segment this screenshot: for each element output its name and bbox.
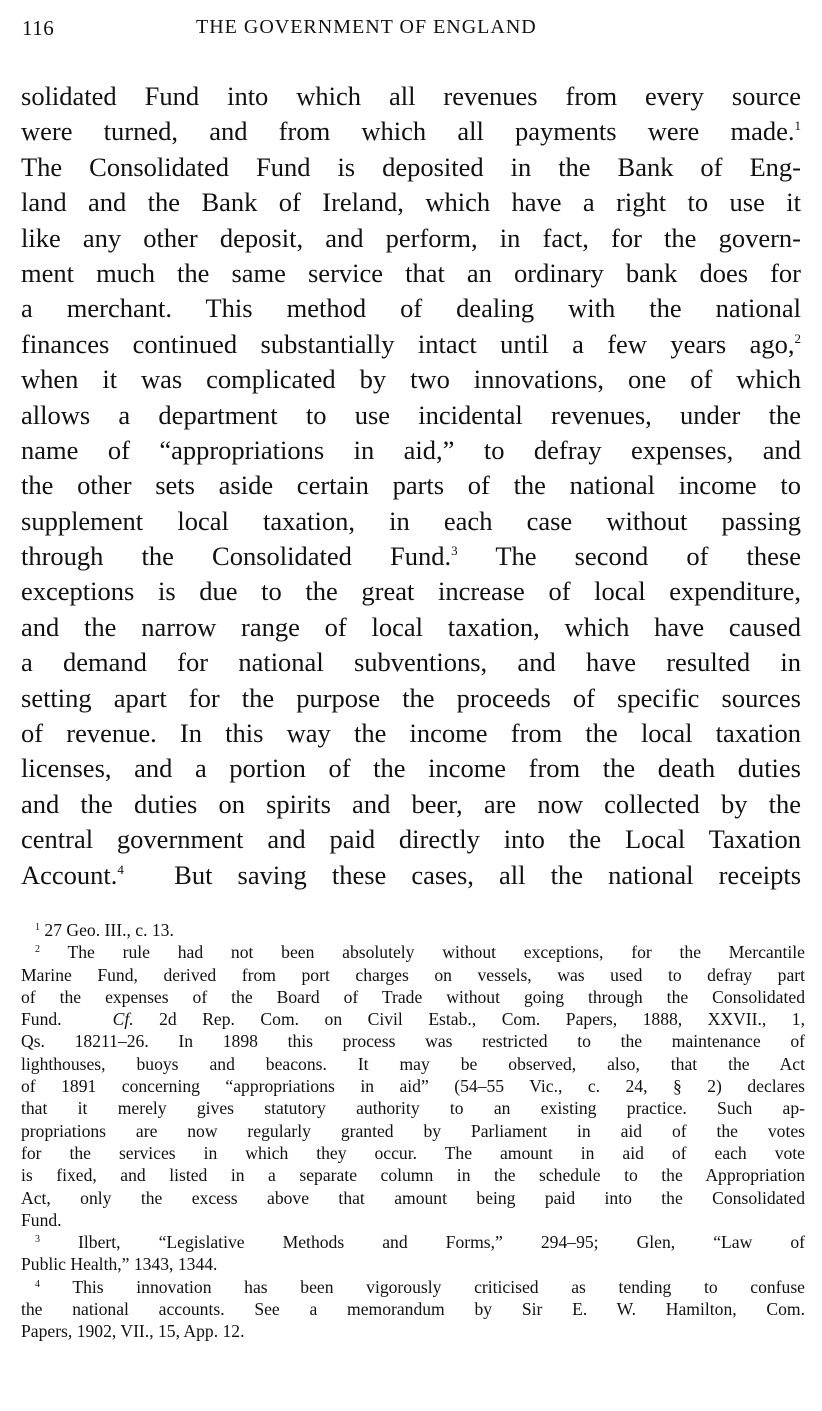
footnote-ref: 1 (794, 118, 801, 134)
footnote-line: Fund. (21, 1209, 62, 1230)
footnote-line: propriations are now regularly granted by Parliament in aid of the votes (21, 1120, 805, 1141)
text-line: and the duties on spirits and beer, are now collected by the (21, 788, 801, 819)
text-line: supplement local taxation, in each case without passing (21, 505, 801, 536)
main-text (21, 79, 801, 893)
text-line: setting apart for the purpose the proceeds of specific sources (21, 682, 801, 713)
text-line: of revenue. In this way the income from the local taxation (21, 718, 801, 749)
text-line: central government and paid directly into the Local Taxation (21, 824, 801, 855)
text-line: the other sets aside certain parts of the national income to (21, 470, 801, 501)
text-line: exceptions is due to the great increase of local expenditure, (21, 576, 801, 607)
footnote-2: $^2$ The rule had not been absolutely without exceptions, for the Mercantile (35, 942, 805, 963)
text-line: and the narrow range of local taxation, which have caused (21, 611, 801, 642)
text-line: when it was complicated by two innovations, one of which (21, 364, 801, 395)
footnote-line: Marine Fund, derived from port charges on vessels, was used to defray part (21, 964, 805, 985)
footnote-line: Public Health,” 1343, 1344. (21, 1254, 218, 1275)
text-line: licenses, and a portion of the income from the death duties (21, 753, 801, 784)
footnote-line: of 1891 concerning “appropriations in aid” (54–55 Vic., c. 24, § 2) declares (21, 1076, 805, 1097)
text-line: a merchant. This method of dealing with the national (21, 293, 801, 324)
text-line: through the Consolidated Fund.$^3$ The second of these (21, 541, 801, 572)
text-line: like any other deposit, and perform, in fact, for the govern- (21, 222, 801, 253)
footnote-ref: 2 (794, 330, 801, 346)
text-line: a demand for national subventions, and have resulted in (21, 647, 801, 678)
footnote-3: $^3$ Ilbert, “Legislative Methods and Forms,” 294–95; Glen, “Law of (35, 1232, 805, 1253)
footnote-line: that it merely gives statutory authority to an existing practice. Such ap- (21, 1098, 805, 1119)
footnote-line: Fund. Cf. 2d Rep. Com. on Civil Estab., Com. Papers, 1888, XXVII., 1, (21, 1009, 805, 1030)
footnote-1: $^1$ 27 Geo. III., c. 13. (35, 920, 174, 940)
footnote-ref: 3 (451, 543, 458, 559)
footnote-line: lighthouses, buoys and beacons. It may be observed, also, that the Act (21, 1053, 805, 1074)
text-line: allows a department to use incidental revenues, under the (21, 399, 801, 430)
text-line: finances continued substantially intact until a few years ago,$^2$ (21, 328, 801, 359)
footnote-4: $^4$ This innovation has been vigorously criticised as tending to confuse (35, 1276, 805, 1297)
running-header (22, 16, 800, 44)
text-line: were turned, and from which all payments were made.$^1$ (21, 116, 801, 147)
footnotes (21, 919, 805, 1343)
text-line: solidated Fund into which all revenues from every source (21, 81, 801, 111)
footnote-line: of the expenses of the Board of Trade without going through the Consolidated (21, 986, 805, 1007)
footnote-line: the national accounts. See a memorandum by Sir E. W. Hamilton, Com. (21, 1299, 805, 1320)
footnote-line: Qs. 18211–26. In 1898 this process was restricted to the maintenance of (21, 1031, 805, 1052)
text-line: ment much the same service that an ordinary bank does for (21, 257, 801, 288)
text-line: name of “appropriations in aid,” to defray expenses, and (21, 434, 801, 465)
text-line: Account.$^4$ But saving these cases, all the national receipts (21, 859, 802, 890)
footnote-line: Act, only the excess above that amount being paid into the Consolidated (21, 1187, 805, 1208)
page-number: 116 (22, 16, 55, 40)
running-title: THE GOVERNMENT OF ENGLAND (196, 16, 537, 38)
footnote-line: Papers, 1902, VII., 15, App. 12. (21, 1321, 245, 1342)
text-line: The Consolidated Fund is deposited in the Bank of Eng- (21, 151, 801, 182)
footnote-ref: 4 (117, 861, 124, 877)
footnote-line: is fixed, and listed in a separate column in the schedule to the Appropriation (21, 1165, 805, 1186)
text-line: land and the Bank of Ireland, which have a right to use it (21, 187, 801, 218)
footnote-line: for the services in which they occur. The amount in aid of each vote (21, 1142, 805, 1163)
